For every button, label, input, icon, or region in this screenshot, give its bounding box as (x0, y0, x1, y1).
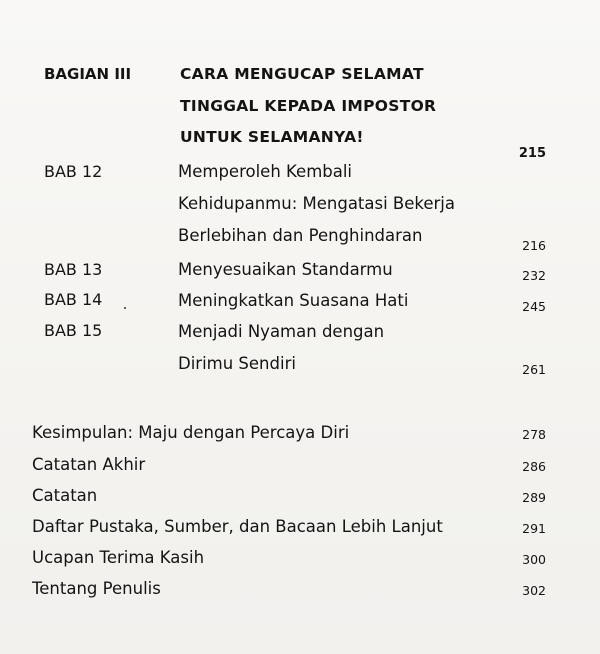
chapter-13-title-line-1: Menyesuaikan Standarmu (178, 260, 393, 279)
chapter-13-page-number: 232 (522, 268, 546, 283)
back-matter-page-about-author: 302 (522, 583, 546, 598)
back-matter-title-acknowledgements: Ucapan Terima Kasih (32, 548, 205, 567)
chapter-15-page-number: 261 (522, 362, 546, 377)
part-page-number: 215 (518, 146, 546, 161)
chapter-14-label: BAB 14 (44, 290, 103, 309)
chapter-12-page-number: 216 (522, 238, 546, 253)
back-matter-title-notes: Catatan (32, 486, 98, 505)
back-matter-page-acknowledgements: 300 (522, 552, 546, 567)
part-label: BAGIAN III (44, 65, 132, 83)
back-matter-page-bibliography: 291 (522, 521, 546, 536)
part-title-line-1: CARA MENGUCAP SELAMAT (180, 65, 424, 83)
back-matter-page-notes: 289 (522, 490, 546, 505)
back-matter-page-endnotes: 286 (522, 459, 546, 474)
chapter-12-title-line-1: Memperoleh Kembali (178, 162, 353, 181)
chapter-12-title-line-3: Berlebihan dan Penghindaran (178, 226, 423, 245)
chapter-14-title-line-1: Meningkatkan Suasana Hati (178, 291, 409, 310)
back-matter-title-bibliography: Daftar Pustaka, Sumber, dan Bacaan Lebih Lanjut (32, 517, 443, 536)
back-matter-page-conclusion: 278 (522, 427, 546, 442)
print-speck (124, 307, 126, 309)
back-matter-title-conclusion: Kesimpulan: Maju dengan Percaya Diri (32, 423, 350, 442)
chapter-14-page-number: 245 (522, 299, 546, 314)
part-title-line-3: UNTUK SELAMANYA! (180, 128, 364, 146)
chapter-15-label: BAB 15 (44, 321, 103, 340)
chapter-13-label: BAB 13 (44, 260, 103, 279)
back-matter-title-about-author: Tentang Penulis (32, 579, 161, 598)
chapter-12-label: BAB 12 (44, 162, 103, 181)
chapter-12-title-line-2: Kehidupanmu: Mengatasi Bekerja (178, 194, 456, 213)
chapter-15-title-line-2: Dirimu Sendiri (178, 354, 296, 373)
back-matter-title-endnotes: Catatan Akhir (32, 455, 146, 474)
chapter-15-title-line-1: Menjadi Nyaman dengan (178, 322, 385, 341)
part-title-line-2: TINGGAL KEPADA IMPOSTOR (180, 97, 437, 115)
